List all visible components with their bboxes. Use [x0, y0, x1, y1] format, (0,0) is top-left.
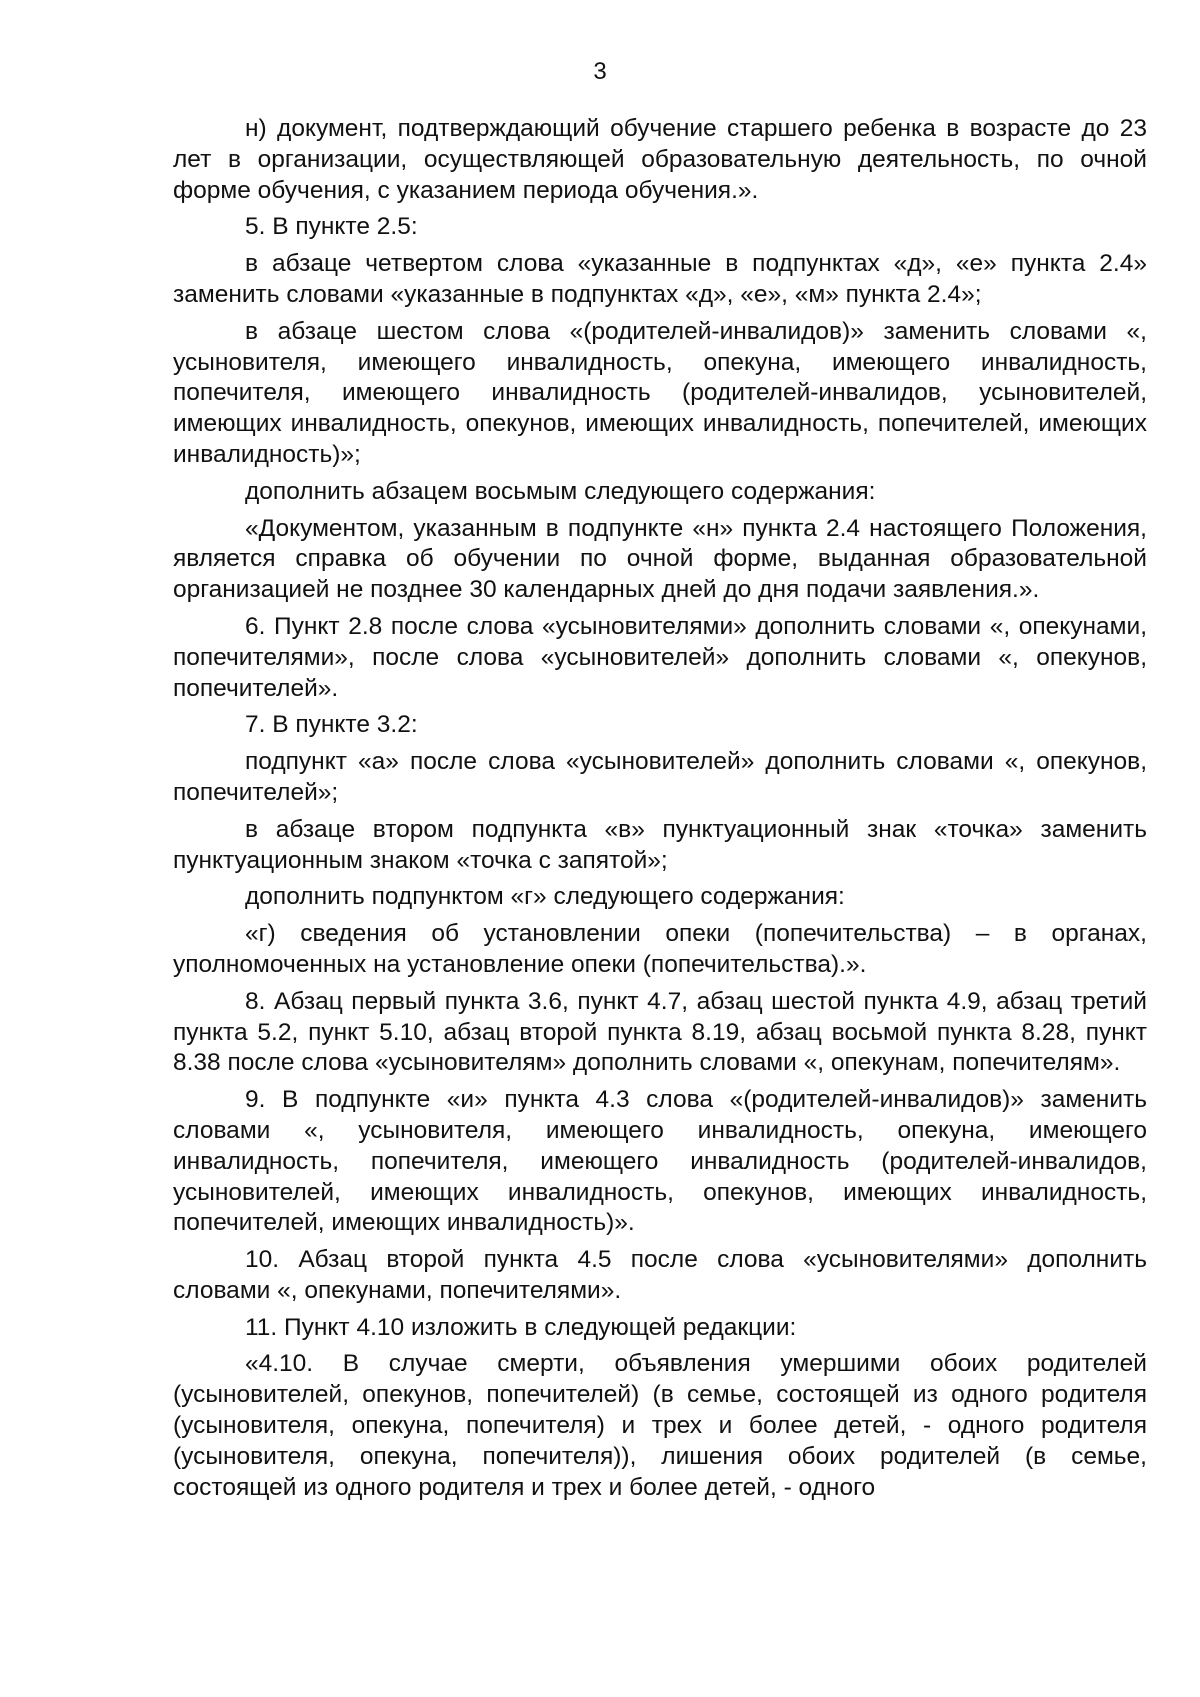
paragraph-point-5-new-text: «Документом, указанным в подпункте «н» пункта 2.4 настоящего Положения, является справка об обучении по очной форме, выданная образовательной организацией не позднее 30 календарных дней до дня подачи заявления.». — [173, 514, 1147, 604]
document-body — [173, 114, 1147, 1509]
paragraph-point-11-heading: 11. Пункт 4.10 изложить в следующей редакции: — [245, 1313, 797, 1341]
paragraph-point-5-add-eighth: дополнить абзацем восьмым следующего содержания: — [245, 477, 876, 505]
paragraph-point-5-heading: 5. В пункте 2.5: — [245, 213, 418, 241]
paragraph-point-6: 6. Пункт 2.8 после слова «усыновителями» дополнить словами «, опекунами, попечителями», после слова «усыновителей» дополнить словами «, опекунов, попечителей». — [173, 612, 1147, 702]
paragraph-point-8: 8. Абзац первый пункта 3.6, пункт 4.7, абзац шестой пункта 4.9, абзац третий пункта 5.2, пункт 5.10, абзац второй пункта 8.19, абзац восьмой пункта 8.28, пункт 8.38 после слова «усыновителям» дополнить словами «, опекунам, попечителям». — [173, 987, 1147, 1077]
paragraph-point-7-subpoint-v: в абзаце втором подпункта «в» пунктуационный знак «точка» заменить пунктуационным знаком «точка с запятой»; — [173, 815, 1147, 874]
paragraph-point-7-subpoint-g-text: «г) сведения об установлении опеки (попечительства) – в органах, уполномоченных на установление опеки (попечительства).». — [173, 920, 1147, 978]
paragraph-point-9: 9. В подпункте «и» пункта 4.3 слова «(родителей-инвалидов)» заменить словами «, усыновителя, имеющего инвалидность, опекуна, имеющего инвалидность, попечителя, имеющего инвалидность (родителей-инвалидов, усыновителей, имеющих инвалидность, опекунов, имеющих инвалидность, попечителей, имеющих инвалидность)». — [173, 1086, 1147, 1237]
paragraph-point-7-add-g: дополнить подпунктом «г» следующего содержания: — [245, 883, 845, 911]
page-number: 3 — [593, 58, 607, 85]
paragraph-point-7-heading: 7. В пункте 3.2: — [245, 711, 418, 739]
paragraph-point-11-new-text: «4.10. В случае смерти, объявления умершими обоих родителей (усыновителей, опекунов, попечителей) (в семье, состоящей из одного родителя (усыновителя, опекуна, попечителя) и трех и более детей, - одного родителя (усыновителя, опекуна, попечителя)), лишения обоих родителей (в семье, состоящей из одного родителя и трех и более детей, - одного — [173, 1350, 1147, 1501]
paragraph-point-5-fourth-abzac: в абзаце четвертом слова «указанные в подпунктах «д», «е» пункта 2.4» заменить словами «указанные в подпунктах «д», «е», «м» пункта 2.4»; — [173, 250, 1147, 308]
paragraph-point-5-sixth-abzac: в абзаце шестом слова «(родителей-инвалидов)» заменить словами «, усыновителя, имеющего инвалидность, опекуна, имеющего инвалидность, попечителя, имеющего инвалидность (родителей-инвалидов, усыновителей, имеющих инвалидность, опекунов, имеющих инвалидность, попечителей, имеющих инвалидность)»; — [173, 317, 1147, 468]
paragraph-point-10: 10. Абзац второй пункта 4.5 после слова «усыновителями» дополнить словами «, опекунами, попечителями». — [173, 1246, 1147, 1304]
paragraph-item-n-document: н) документ, подтверждающий обучение старшего ребенка в возрасте до 23 лет в организации, осуществляющей образовательную деятельность, по очной форме обучения, с указанием периода обучения.». — [173, 115, 1147, 204]
paragraph-point-7-subpoint-a: подпункт «а» после слова «усыновителей» дополнить словами «, опекунов, попечителей»; — [173, 748, 1147, 806]
